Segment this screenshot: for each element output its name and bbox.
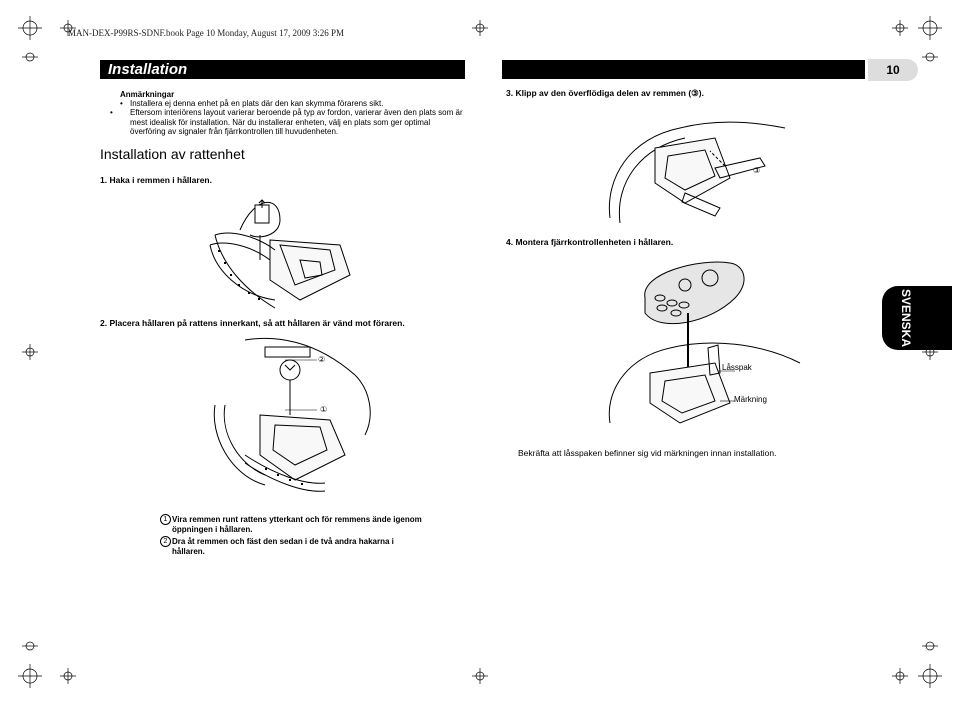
step-2: 2. Placera hållaren på rattens innerkant, så att hållaren är vänd mot föraren. bbox=[100, 318, 405, 328]
note-text: Installera ej denna enhet på en plats där den kan skymma förarens sikt. bbox=[130, 99, 384, 108]
figure-mount-remote bbox=[600, 253, 830, 428]
note-item: • Installera ej denna enhet på en plats där den kan skymma förarens sikt. bbox=[120, 99, 384, 108]
step-4: 4. Montera fjärrkontrollenheten i hållaren. bbox=[506, 237, 674, 247]
language-tab-label: SVENSKA bbox=[899, 288, 913, 347]
section-title: Installation av rattenhet bbox=[100, 146, 245, 162]
callout-lines-fig2 bbox=[285, 355, 328, 425]
page-title: Installation bbox=[100, 60, 465, 79]
item-number: 1 bbox=[160, 514, 171, 525]
callout-lock-lever: Låsspak bbox=[722, 363, 752, 372]
callout-circle-3: ③ bbox=[753, 166, 761, 175]
numbered-item bbox=[163, 537, 422, 556]
item-text: Dra åt remmen och fäst den sedan i de två andra hakarna i hållaren. bbox=[172, 537, 394, 556]
header-bar bbox=[502, 60, 865, 79]
item-text: Vira remmen runt rattens ytterkant och för remmens ände igenom öppningen i hållaren. bbox=[172, 515, 422, 534]
step-1: 1. Haka i remmen i hållaren. bbox=[100, 175, 212, 185]
item-number: 2 bbox=[160, 536, 171, 547]
numbered-item bbox=[163, 515, 422, 534]
book-header-line: MAN-DEX-P99RS-SDNF.book Page 10 Monday, August 17, 2009 3:26 PM bbox=[68, 28, 344, 38]
notes-heading: Anmärkningar bbox=[120, 90, 175, 99]
note-text: Eftersom interiörens layout varierar beroende på typ av fordon, varierar även den plats som är mest idealisk för installation. När du installerar enheten, välj en plats som ger optimal överföring av signaler från fjärrkontrollen till huvudenheten. bbox=[130, 108, 463, 136]
page-number: 10 bbox=[868, 59, 918, 81]
step-3: 3. Klipp av den överflödiga delen av remmen (③). bbox=[506, 88, 704, 98]
callout-circle-1: ① bbox=[320, 405, 328, 414]
language-tab bbox=[882, 286, 952, 350]
figure-cut-strap bbox=[600, 108, 790, 228]
callout-marking: Märkning bbox=[734, 395, 767, 404]
confirm-note: Bekräfta att låsspaken befinner sig vid märkningen innan installation. bbox=[518, 448, 777, 458]
figure-strap-hook bbox=[200, 190, 370, 315]
callout-circle-2: ② bbox=[318, 355, 326, 364]
note-item: • Eftersom interiörens layout varierar beroende på typ av fordon, varierar även den plats som är mest idealisk för installation. När du installerar enheten, välj en plats som ger optimal överföring av signaler från fjärrkontrollen till huvudenheten. bbox=[110, 108, 463, 136]
